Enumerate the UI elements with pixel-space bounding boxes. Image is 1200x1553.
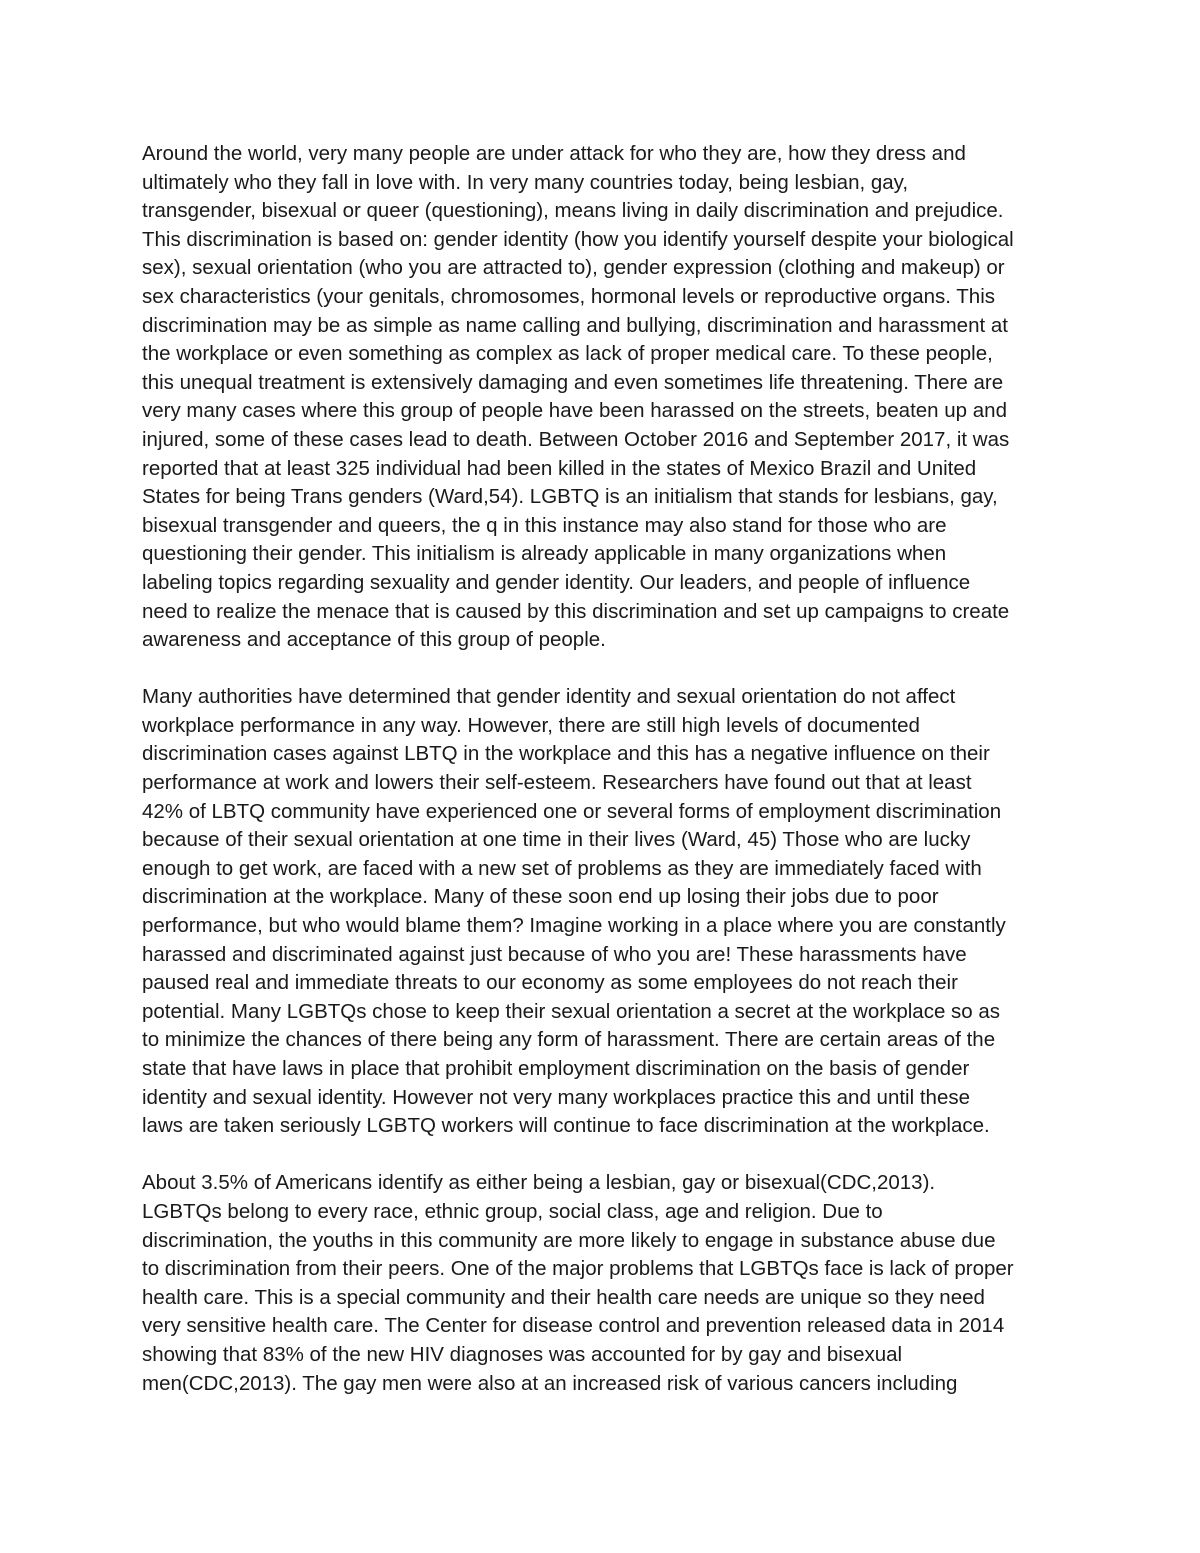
text-line: transgender, bisexual or queer (questioning), means living in daily discrimination and prejudice. — [142, 199, 1004, 223]
text-line: this unequal treatment is extensively damaging and even sometimes life threatening. There are — [142, 370, 1004, 394]
text-line: enough to get work, are faced with a new set of problems as they are immediately faced with — [142, 856, 982, 880]
text-line: LGBTQs belong to every race, ethnic group, social class, age and religion. Due to — [142, 1199, 883, 1223]
text-line: very many cases where this group of people have been harassed on the streets, beaten up and — [142, 399, 1007, 423]
document-body — [142, 140, 1072, 1427]
text-line: because of their sexual orientation at one time in their lives (Ward, 45) Those who are lucky — [142, 828, 971, 852]
text-line: questioning their gender. This initialism is already applicable in many organizations when — [142, 542, 947, 566]
text-line: sex), sexual orientation (who you are attracted to), gender expression (clothing and makeup) or — [142, 256, 1005, 280]
text-line: bisexual transgender and queers, the q in this instance may also stand for those who are — [142, 513, 947, 537]
paragraph-2 — [142, 683, 1072, 1141]
text-line: labeling topics regarding sexuality and gender identity. Our leaders, and people of influence — [142, 570, 971, 594]
text-line: state that have laws in place that prohibit employment discrimination on the basis of gender — [142, 1057, 970, 1080]
text-line: States for being Trans genders (Ward,54). LGBTQ is an initialism that stands for lesbians, gay, — [142, 485, 998, 509]
text-line: harassed and discriminated against just because of who you are! These harassments have — [142, 942, 967, 966]
text-line: showing that 83% of the new HIV diagnoses was accounted for by gay and bisexual — [142, 1342, 903, 1366]
text-line: men(CDC,2013). The gay men were also at an increased risk of various cancers including — [142, 1371, 958, 1395]
text-line: discrimination at the workplace. Many of these soon end up losing their jobs due to poor — [142, 885, 939, 909]
paragraph-1 — [142, 140, 1072, 655]
text-line: ultimately who they fall in love with. In very many countries today, being lesbian, gay, — [142, 170, 909, 194]
text-line: discrimination may be as simple as name calling and bullying, discrimination and harassment at — [142, 313, 1008, 337]
text-line: need to realize the menace that is caused by this discrimination and set up campaigns to create — [142, 599, 1010, 623]
text-line: paused real and immediate threats to our economy as some employees do not reach their — [142, 971, 958, 995]
paragraph-3 — [142, 1169, 1072, 1398]
text-line: potential. Many LGBTQs chose to keep their sexual orientation a secret at the workplace so as — [142, 999, 1001, 1023]
text-line: the workplace or even something as complex as lack of proper medical care. To these people, — [142, 342, 993, 366]
text-line: to minimize the chances of there being any form of harassment. There are certain areas of the — [142, 1028, 996, 1052]
text-line: About 3.5% of Americans identify as either being a lesbian, gay or bisexual(CDC,2013). — [142, 1171, 936, 1195]
text-line: injured, some of these cases lead to death. Between October 2016 and September 2017, it was — [142, 427, 1010, 451]
text-line: sex characteristics (your genitals, chromosomes, hormonal levels or reproductive organs. This — [142, 284, 996, 308]
text-line: Around the world, very many people are under attack for who they are, how they dress and — [142, 142, 966, 165]
text-line: workplace performance in any way. However, there are still high levels of documented — [142, 713, 920, 737]
text-line: 42% of LBTQ community have experienced one or several forms of employment discrimination — [142, 799, 1002, 823]
text-line: This discrimination is based on: gender identity (how you identify yourself despite your biological — [142, 227, 1014, 251]
text-line: discrimination cases against LBTQ in the workplace and this has a negative influence on their — [142, 742, 990, 766]
text-line: performance, but who would blame them? Imagine working in a place where you are constantly — [142, 914, 1006, 938]
text-line: discrimination, the youths in this community are more likely to engage in substance abuse due — [142, 1228, 996, 1252]
text-line: Many authorities have determined that gender identity and sexual orientation do not affect — [142, 685, 956, 709]
text-line: to discrimination from their peers. One of the major problems that LGBTQs face is lack of proper — [142, 1257, 1014, 1281]
text-line: health care. This is a special community and their health care needs are unique so they need — [142, 1285, 985, 1309]
text-line: performance at work and lowers their self-esteem. Researchers have found out that at least — [142, 771, 972, 795]
text-line: very sensitive health care. The Center for disease control and prevention released data in 2014 — [142, 1314, 1005, 1338]
text-line: awareness and acceptance of this group of people. — [142, 628, 606, 652]
text-line: laws are taken seriously LGBTQ workers will continue to face discrimination at the workplace. — [142, 1114, 990, 1138]
text-line: reported that at least 325 individual had been killed in the states of Mexico Brazil and United — [142, 456, 977, 480]
text-line: identity and sexual identity. However not very many workplaces practice this and until these — [142, 1085, 971, 1109]
